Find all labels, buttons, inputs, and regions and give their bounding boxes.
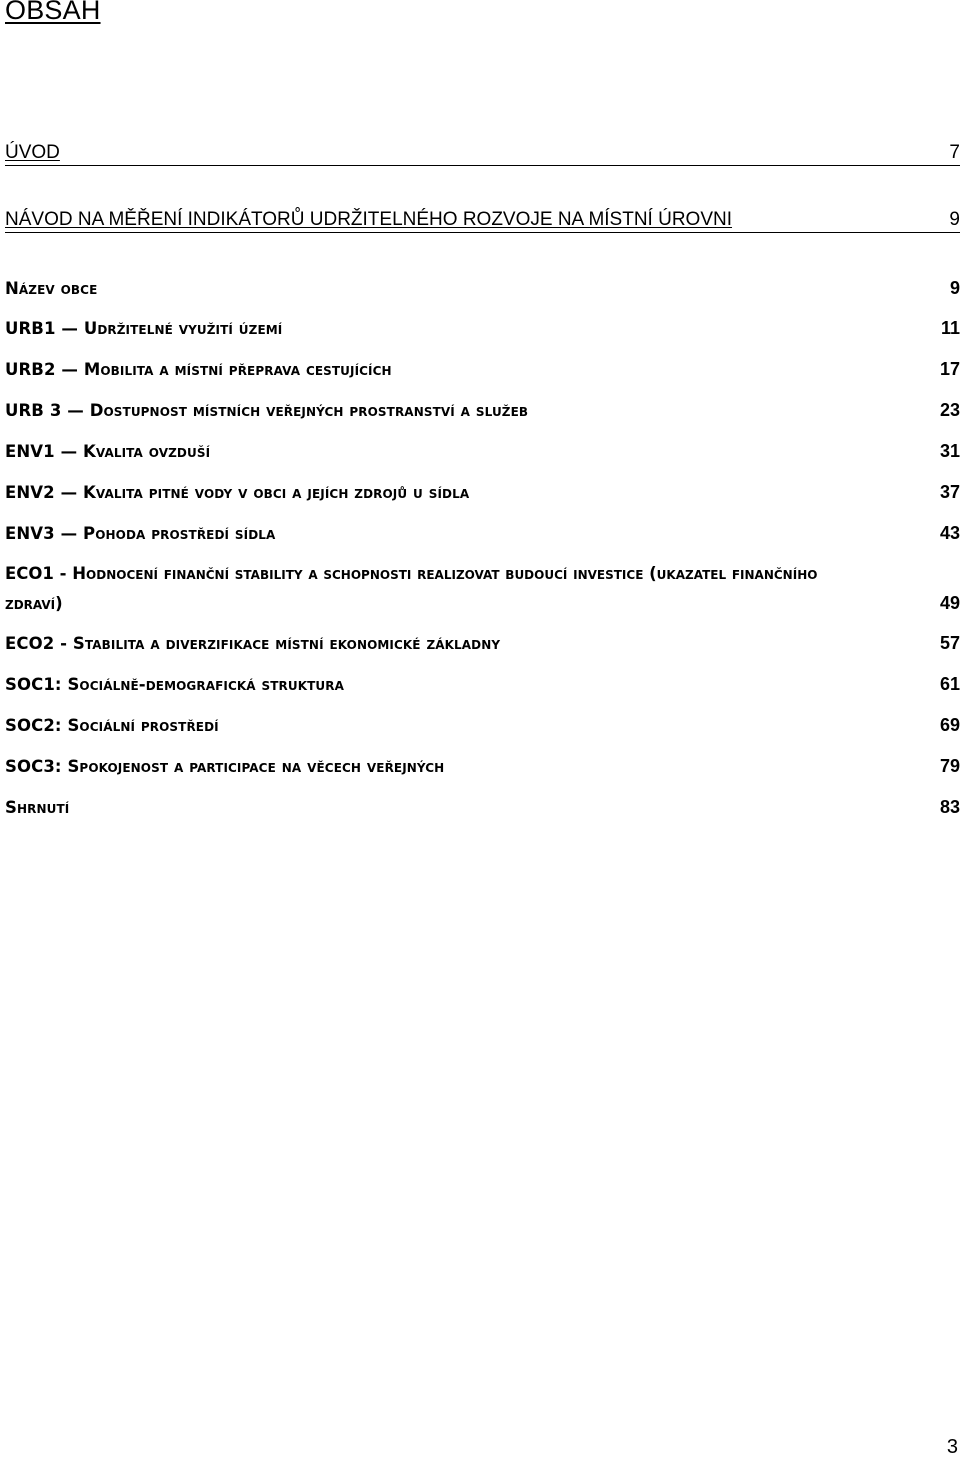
page-number: 3 xyxy=(946,1436,958,1458)
toc-entry-title: ECO1 - Hodnocení finanční stability a schopnosti realizovat budoucí investice (ukazatel finančního xyxy=(5,564,818,583)
toc-entry-page: 23 xyxy=(939,400,960,420)
toc-entry-page: 9 xyxy=(949,209,960,230)
toc-entry-title: SOC3: Spokojenost a participace na věcech veřejných xyxy=(5,757,445,776)
toc-entry-shrnuti[interactable] xyxy=(5,796,960,819)
toc-entry-env2[interactable] xyxy=(5,481,960,504)
toc-entry-title: ECO2 - Stabilita a diverzifikace místní ekonomické základny xyxy=(5,634,501,653)
toc-entry-page: 61 xyxy=(939,674,960,694)
toc-entry-title-continued: zdraví) xyxy=(5,594,63,613)
toc-entry-page: 11 xyxy=(940,318,960,338)
toc-entry-navod[interactable] xyxy=(5,209,960,233)
toc-entry-page: 69 xyxy=(939,715,960,735)
toc-entry-title: Shrnutí xyxy=(5,798,70,817)
toc-entry-title: ÚVOD xyxy=(5,142,60,163)
toc-entry-page: 37 xyxy=(939,482,960,502)
toc-entry-title: ENV1 — Kvalita ovzduší xyxy=(5,442,211,461)
toc-entry-title: SOC1: Sociálně-demografická struktura xyxy=(5,675,344,694)
toc-entry-page: 49 xyxy=(939,593,960,613)
toc-entry-title: URB2 — Mobilita a místní přeprava cestujících xyxy=(5,360,392,379)
toc-entry-eco1[interactable] xyxy=(5,563,960,615)
toc-entry-nazev-obce[interactable] xyxy=(5,277,960,300)
toc-entry-eco2[interactable] xyxy=(5,632,960,655)
toc-entry-page: 17 xyxy=(939,359,960,379)
toc-entry-page: 31 xyxy=(939,441,960,461)
toc-entry-uvod[interactable] xyxy=(5,142,960,166)
toc-entry-env3[interactable] xyxy=(5,522,960,545)
toc-entry-title: SOC2: Sociální prostředí xyxy=(5,716,219,735)
toc-entry-urb1[interactable] xyxy=(5,317,960,340)
toc-entry-title: URB1 — Udržitelné využití území xyxy=(5,319,283,338)
toc-entry-page: 7 xyxy=(949,142,960,163)
toc-entry-title: URB 3 — Dostupnost místních veřejných prostranství a služeb xyxy=(5,401,529,420)
toc-entry-page: 43 xyxy=(939,523,960,543)
toc-entry-title: ENV3 — Pohoda prostředí sídla xyxy=(5,524,276,543)
toc-entry-soc1[interactable] xyxy=(5,673,960,696)
toc-entry-page: 9 xyxy=(949,278,960,298)
toc-entry-soc3[interactable] xyxy=(5,755,960,778)
toc-entry-page: 79 xyxy=(939,756,960,776)
toc-entry-title: ENV2 — Kvalita pitné vody v obci a jejích zdrojů u sídla xyxy=(5,483,470,502)
toc-entry-soc2[interactable] xyxy=(5,714,960,737)
toc-entry-title: Název obce xyxy=(5,279,98,298)
toc-entry-page: 83 xyxy=(939,797,960,817)
page-title: OBSAH xyxy=(5,0,101,25)
toc-entry-urb3[interactable] xyxy=(5,399,960,422)
toc-entry-urb2[interactable] xyxy=(5,358,960,381)
toc-entry-title: NÁVOD NA MĚŘENÍ INDIKÁTORŮ UDRŽITELNÉHO ROZVOJE NA MÍSTNÍ ÚROVNI xyxy=(5,209,733,230)
toc-entry-env1[interactable] xyxy=(5,440,960,463)
toc-entry-page: 57 xyxy=(939,633,960,653)
